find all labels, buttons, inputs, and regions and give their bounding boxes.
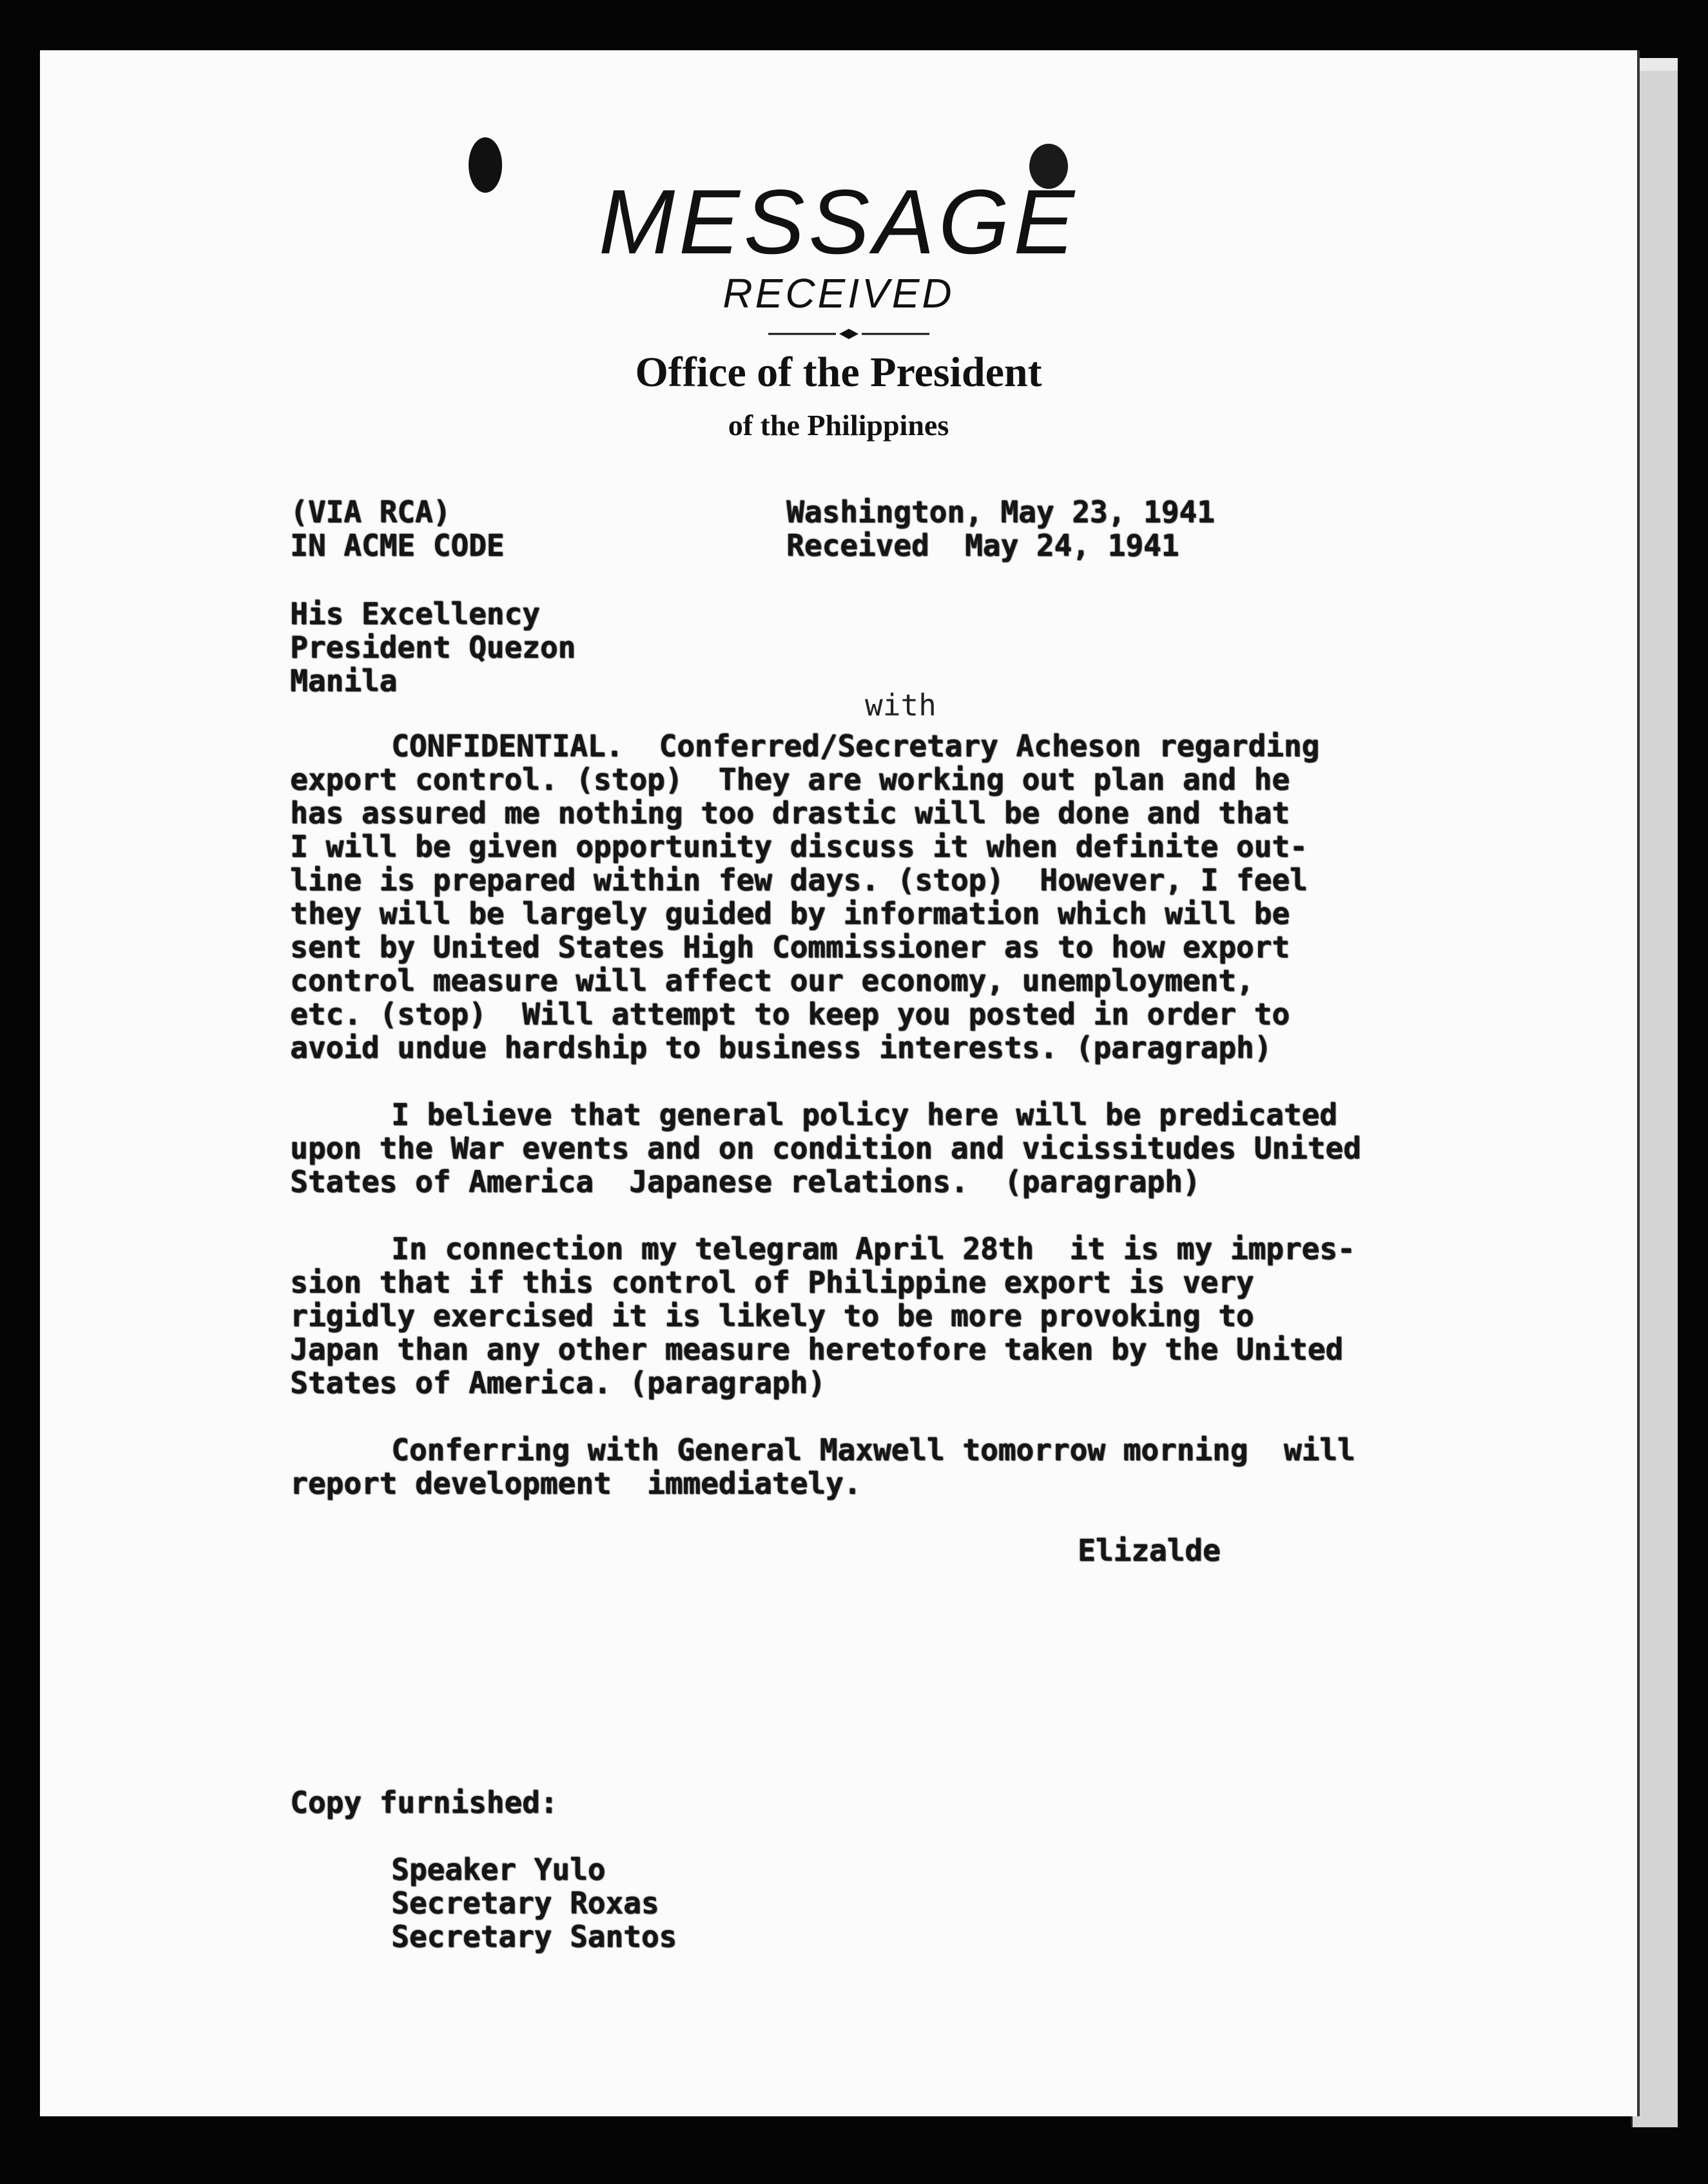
letterhead-title: MESSAGE bbox=[598, 171, 1079, 273]
body-line: sion that if this control of Philippine export is very bbox=[290, 1265, 1254, 1300]
body-line: In connection my telegram April 28th it is my impres- bbox=[391, 1231, 1355, 1266]
body-line: etc. (stop) Will attempt to keep you posted in order to bbox=[290, 997, 1290, 1031]
body-line: Japan than any other measure heretofore taken by the United bbox=[290, 1332, 1343, 1367]
office-subline: of the Philippines bbox=[728, 409, 949, 442]
ornament-divider bbox=[768, 327, 929, 340]
body-line: control measure will affect our economy, unemployment, bbox=[290, 963, 1254, 998]
body-line: States of America Japanese relations. (paragraph) bbox=[290, 1164, 1201, 1199]
copy-furnished-label: Copy furnished: bbox=[290, 1785, 558, 1820]
body-line: upon the War events and on condition and vicissitudes United bbox=[290, 1131, 1361, 1165]
addressee-line: President Quezon bbox=[290, 630, 576, 665]
signature: Elizalde bbox=[1078, 1533, 1221, 1568]
via-line: (VIA RCA) bbox=[290, 494, 451, 529]
addressee-line: His Excellency bbox=[290, 596, 540, 631]
body-line: report development immediately. bbox=[290, 1466, 862, 1501]
body-line: States of America. (paragraph) bbox=[290, 1365, 826, 1400]
copy-recipient: Secretary Roxas bbox=[391, 1886, 659, 1920]
copy-recipient: Speaker Yulo bbox=[391, 1852, 606, 1887]
body-line: line is prepared within few days. (stop) However, I feel bbox=[290, 863, 1308, 897]
body-line: export control. (stop) They are working out plan and he bbox=[290, 762, 1290, 797]
place-date: Washington, May 23, 1941 bbox=[786, 494, 1215, 529]
body-line: has assured me nothing too drastic will be done and that bbox=[290, 795, 1290, 830]
body-line: avoid undue hardship to business interests. (paragraph) bbox=[290, 1030, 1272, 1065]
addressee-line: Manila bbox=[290, 663, 398, 698]
body-line: I believe that general policy here will be predicated bbox=[391, 1097, 1337, 1132]
body-line: Conferring with General Maxwell tomorrow morning will bbox=[391, 1432, 1355, 1467]
document-page bbox=[40, 50, 1640, 2116]
body-line: I will be given opportunity discuss it when definite out- bbox=[290, 829, 1308, 864]
copy-recipient: Secretary Santos bbox=[391, 1919, 677, 1954]
letterhead-subtitle: RECEIVED bbox=[723, 270, 955, 317]
body-line: they will be largely guided by information which will be bbox=[290, 896, 1290, 931]
body-line: CONFIDENTIAL. Conferred/Secretary Acheson regarding bbox=[391, 728, 1320, 763]
body-line: sent by United States High Commissioner as to how export bbox=[290, 930, 1290, 964]
inserted-word: with bbox=[865, 688, 936, 723]
code-line: IN ACME CODE bbox=[290, 528, 505, 563]
office-line: Office of the President bbox=[635, 349, 1042, 396]
body-line: rigidly exercised it is likely to be more provoking to bbox=[290, 1298, 1254, 1333]
received-date: Received May 24, 1941 bbox=[786, 528, 1179, 563]
